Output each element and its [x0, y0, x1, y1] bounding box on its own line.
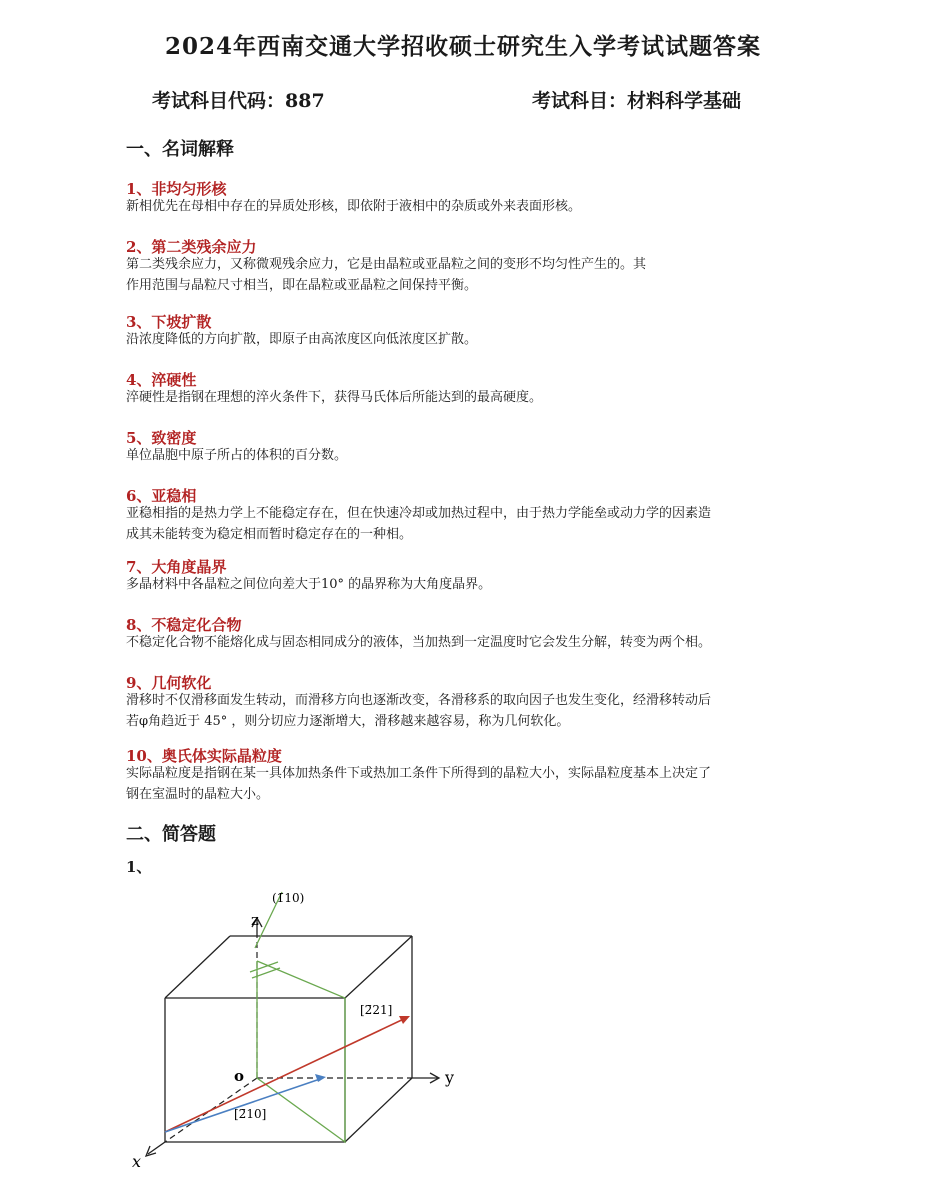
label-dir-210: [2̄10] [234, 1107, 267, 1121]
definition-line: 不稳定化合物不能熔化成与固态相同成分的液体，当加热到一定温度时它会发生分解，转变为两个相。 [126, 635, 712, 650]
term-heading: 2、第二类残余应力 [126, 238, 257, 256]
definition-line: 作用范围与晶粒尺寸相当，即在晶粒或亚晶粒之间保持平衡。 [126, 278, 478, 293]
direction-210 [165, 1078, 323, 1132]
definition-line: 多晶材料中各晶粒之间位向差大于10° 的晶界称为大角度晶界。 [126, 577, 492, 592]
term-heading: 10、奥氏体实际晶粒度 [126, 747, 282, 765]
definition-line: 若φ角趋近于 45° ，则分切应力逐渐增大，滑移越来越容易，称为几何软化。 [126, 714, 570, 729]
term-heading: 8、不稳定化合物 [126, 616, 242, 634]
exam-code: 考试科目代码：887 [152, 90, 325, 112]
section-heading-short-answer: 二、简答题 [126, 824, 216, 845]
term-heading: 6、亚稳相 [126, 487, 197, 505]
exam-subject: 考试科目：材料科学基础 [532, 90, 742, 112]
term-definition [126, 196, 816, 217]
definition-line: 沿浓度降低的方向扩散，即原子由高浓度区向低浓度区扩散。 [126, 332, 478, 347]
definition-line: 第二类残余应力，又称微观残余应力，它是由晶粒或亚晶粒之间的变形不均匀性产生的。其 [126, 257, 647, 272]
label-z: z [251, 911, 259, 929]
definition-line: 钢在室温时的晶粒大小。 [126, 787, 270, 802]
definition-line: 淬硬性是指钢在理想的淬火条件下，获得马氏体后所能达到的最高硬度。 [126, 390, 543, 405]
term-definition [126, 329, 816, 350]
cube-edge [165, 936, 230, 998]
label-dir-221: [2̄21] [360, 1003, 393, 1017]
label-y: y [445, 1068, 455, 1087]
definition-line: 新相优先在母相中存在的异质处形核，即依附于液相中的杂质或外来表面形核。 [126, 199, 582, 214]
plane-1-10 [257, 961, 345, 1142]
term-heading: 3、下坡扩散 [126, 313, 212, 331]
term-heading: 5、致密度 [126, 429, 197, 447]
definition-line: 亚稳相指的是热力学上不能稳定存在，但在快速冷却或加热过程中，由于热力学能垒或动力学的因素造 [126, 506, 712, 521]
axis-x [148, 1142, 165, 1154]
label-origin: o [234, 1067, 245, 1085]
section-heading-terms: 一、名词解释 [126, 139, 234, 160]
page-title: 2024年西南交通大学招收硕士研究生入学考试试题答案 [164, 33, 761, 60]
direction-221 [165, 1017, 408, 1132]
cube-edge [345, 1078, 412, 1142]
definition-line: 成其未能转变为稳定相而暂时稳定存在的一种相。 [126, 527, 413, 542]
term-definition [126, 632, 816, 653]
label-plane: (1̄10) [272, 891, 305, 905]
question-number: 1、 [126, 858, 152, 876]
cube-edge [345, 936, 412, 998]
term-definition [126, 254, 816, 296]
term-heading: 9、几何软化 [126, 674, 212, 692]
term-definition [126, 503, 816, 545]
term-heading: 1、非均匀形核 [126, 180, 227, 198]
term-definition [126, 387, 816, 408]
term-definition [126, 690, 816, 732]
term-definition [126, 445, 816, 466]
axis-x-arrow [146, 1146, 156, 1156]
term-definition [126, 763, 816, 805]
term-definition [126, 574, 816, 595]
term-heading: 4、淬硬性 [126, 371, 197, 389]
label-x: x [132, 1152, 142, 1171]
definition-line: 滑移时不仅滑移面发生转动，而滑移方向也逐渐改变，各滑移系的取向因子也发生变化，经滑移转动后 [126, 693, 712, 708]
term-heading: 7、大角度晶界 [126, 558, 227, 576]
crystal-cube-diagram [120, 880, 460, 1180]
definition-line: 实际晶粒度是指钢在某一具体加热条件下或热加工条件下所得到的晶粒大小，实际晶粒度基本上决定了 [126, 766, 712, 781]
definition-line: 单位晶胞中原子所占的体积的百分数。 [126, 448, 348, 463]
